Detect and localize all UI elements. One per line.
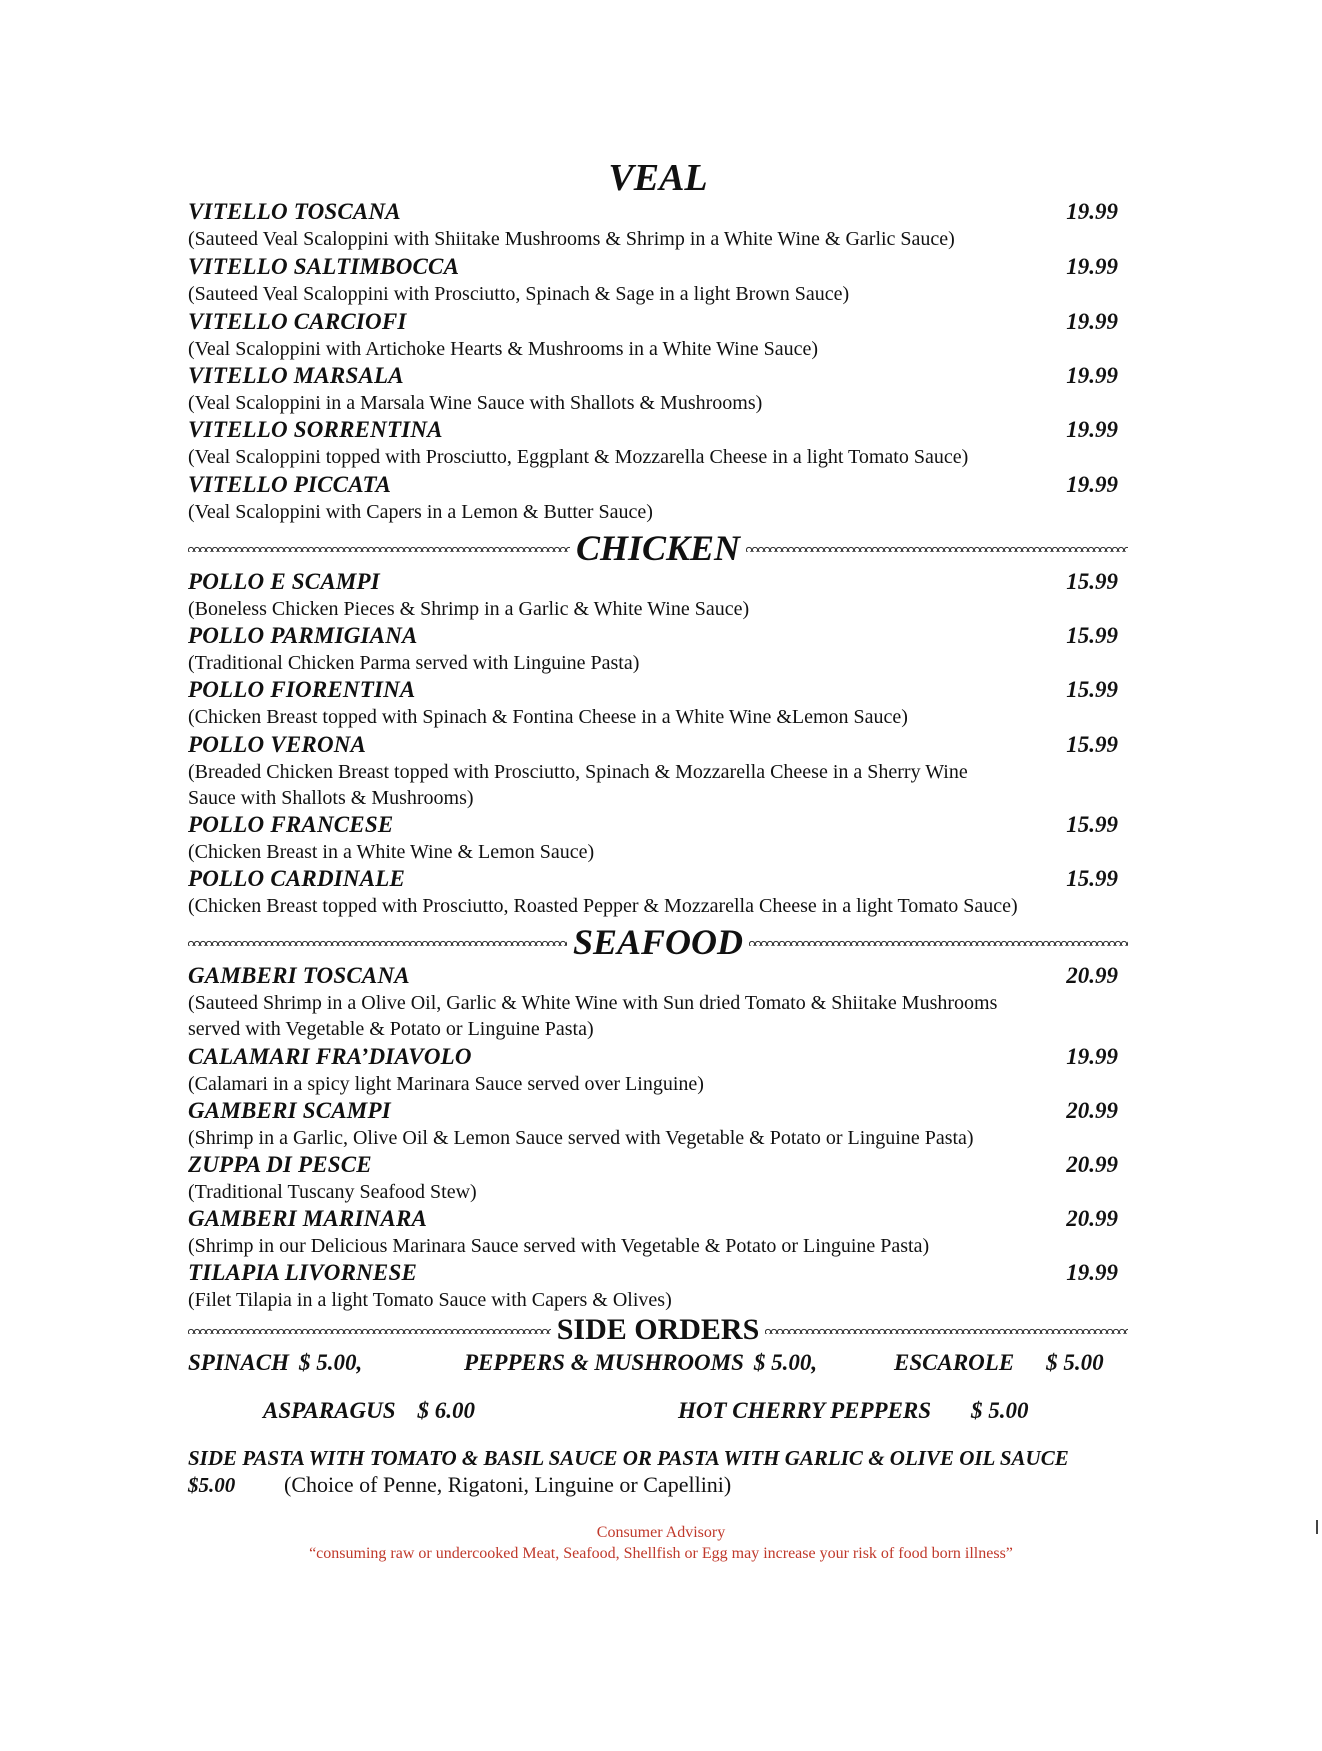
menu-item [188, 1043, 1128, 1097]
item-price: 15.99 [1066, 732, 1118, 757]
item-price: 19.99 [1066, 199, 1118, 224]
item-description: (Chicken Breast topped with Spinach & Fontina Cheese in a White Wine &Lemon Sauce) [188, 706, 908, 728]
side-item [188, 1348, 362, 1378]
side-item [263, 1396, 475, 1426]
item-name: VITELLO CARCIOFI [188, 309, 407, 334]
item-price: 19.99 [1066, 254, 1118, 279]
chicken-section-header [188, 528, 1128, 568]
item-description: (Veal Scaloppini topped with Prosciutto, Eggplant & Mozzarella Cheese in a light Tomato Sauce) [188, 446, 969, 468]
item-name: GAMBERI SCAMPI [188, 1098, 391, 1123]
veal-section-title: VEAL [608, 157, 708, 199]
advisory-title: Consumer Advisory [596, 1524, 726, 1541]
menu-item [188, 568, 1128, 622]
wavy-rule-right [746, 544, 1128, 552]
item-description: (Sauteed Veal Scaloppini with Shiitake Mushrooms & Shrimp in a White Wine & Garlic Sauce) [188, 228, 955, 250]
item-name: VITELLO PICCATA [188, 472, 392, 497]
menu-item [188, 308, 1128, 362]
side-pasta-line [188, 1472, 1128, 1498]
item-description: (Calamari in a spicy light Marinara Sauce served over Linguine) [188, 1073, 704, 1095]
consumer-advisory [0, 1522, 1322, 1564]
item-price: 19.99 [1066, 363, 1118, 388]
wavy-rule-right [765, 1326, 1128, 1334]
item-name: ZUPPA DI PESCE [188, 1152, 372, 1177]
item-description: (Filet Tilapia in a light Tomato Sauce with Capers & Olives) [188, 1289, 672, 1311]
item-price: 19.99 [1066, 309, 1118, 334]
item-name: POLLO VERONA [188, 732, 367, 757]
menu-item [188, 253, 1128, 307]
item-description: (Shrimp in a Garlic, Olive Oil & Lemon Sauce served with Vegetable & Potato or Linguine Pasta) [188, 1127, 974, 1149]
item-name: VITELLO TOSCANA [188, 199, 401, 224]
menu-item [188, 1151, 1128, 1205]
item-description: (Chicken Breast in a White Wine & Lemon Sauce) [188, 841, 595, 863]
item-price: 19.99 [1066, 1260, 1118, 1285]
menu-item [188, 471, 1128, 525]
item-price: 19.99 [1066, 472, 1118, 497]
item-name: GAMBERI MARINARA [188, 1206, 428, 1231]
side-price: $ 5.00, [298, 1350, 363, 1375]
menu-item [188, 198, 1128, 252]
item-price: 20.99 [1066, 1152, 1118, 1177]
side-pasta-note: (Choice of Penne, Rigatoni, Linguine or Capellini) [284, 1472, 732, 1497]
item-price: 15.99 [1066, 623, 1118, 648]
item-description: (Veal Scaloppini with Capers in a Lemon & Butter Sauce) [188, 501, 653, 523]
side-item [894, 1348, 1104, 1378]
side-price: $ 6.00 [417, 1398, 476, 1423]
item-name: GAMBERI TOSCANA [188, 963, 410, 988]
item-description: (Sauteed Veal Scaloppini with Prosciutto, Spinach & Sage in a light Brown Sauce) [188, 283, 850, 305]
item-name: POLLO CARDINALE [188, 866, 406, 891]
side-pasta-price: $5.00 [188, 1473, 236, 1497]
item-description: (Traditional Chicken Parma served with Linguine Pasta) [188, 652, 640, 674]
item-price: 15.99 [1066, 866, 1118, 891]
side-pasta-title: SIDE PASTA WITH TOMATO & BASIL SAUCE OR PASTA WITH GARLIC & OLIVE OIL SAUCE [188, 1446, 1069, 1470]
item-description: (Shrimp in our Delicious Marinara Sauce served with Vegetable & Potato or Linguine Pasta) [188, 1235, 930, 1257]
advisory-text: “consuming raw or undercooked Meat, Seafood, Shellfish or Egg may increase your risk of food born illness” [309, 1545, 1013, 1562]
item-name: POLLO E SCAMPI [188, 569, 380, 594]
item-description: (Veal Scaloppini in a Marsala Wine Sauce with Shallots & Mushrooms) [188, 392, 763, 414]
menu-item [188, 865, 1128, 919]
side-item [464, 1348, 817, 1378]
item-price: 19.99 [1066, 1044, 1118, 1069]
menu-item [188, 962, 1128, 1042]
menu-item [188, 676, 1128, 730]
item-description: (Boneless Chicken Pieces & Shrimp in a Garlic & White Wine Sauce) [188, 598, 750, 620]
item-price: 20.99 [1066, 1206, 1118, 1231]
wavy-rule-left [188, 544, 570, 552]
item-name: VITELLO SORRENTINA [188, 417, 443, 442]
seafood-section-header [188, 922, 1128, 962]
scan-edge-mark [1316, 1520, 1318, 1534]
item-description: (Sauteed Shrimp in a Olive Oil, Garlic & White Wine with Sun dried Tomato & Shiitake Mushrooms served with Vegetable & Potato or Linguine Pasta) [188, 992, 998, 1040]
item-name: VITELLO MARSALA [188, 363, 404, 388]
item-description: (Chicken Breast topped with Prosciutto, Roasted Pepper & Mozzarella Cheese in a light Tomato Sauce) [188, 895, 1018, 917]
item-name: POLLO FRANCESE [188, 812, 394, 837]
menu-item [188, 1205, 1128, 1259]
chicken-section-title: CHICKEN [575, 528, 741, 568]
side-name: ASPARAGUS [263, 1398, 396, 1423]
side-price: $ 5.00 [1046, 1350, 1104, 1375]
menu-item [188, 416, 1128, 470]
menu-item [188, 811, 1128, 865]
side-name: SPINACH [188, 1350, 289, 1375]
menu-item [188, 362, 1128, 416]
item-description: (Breaded Chicken Breast topped with Prosciutto, Spinach & Mozzarella Cheese in a Sherry Wine Sauce with Shallots & Mushrooms) [188, 761, 968, 809]
item-price: 19.99 [1066, 417, 1118, 442]
item-description: (Traditional Tuscany Seafood Stew) [188, 1181, 477, 1203]
side-price: $ 5.00, [753, 1350, 818, 1375]
item-name: TILAPIA LIVORNESE [188, 1260, 417, 1285]
item-price: 20.99 [1066, 1098, 1118, 1123]
item-name: POLLO FIORENTINA [188, 677, 416, 702]
item-price: 15.99 [1066, 812, 1118, 837]
item-price: 15.99 [1066, 569, 1118, 594]
item-description: (Veal Scaloppini with Artichoke Hearts & Mushrooms in a White Wine Sauce) [188, 338, 818, 360]
item-price: 20.99 [1066, 963, 1118, 988]
item-name: CALAMARI FRA’DIAVOLO [188, 1044, 472, 1069]
wavy-rule-left [188, 938, 567, 946]
item-name: POLLO PARMIGIANA [188, 623, 418, 648]
menu-item [188, 731, 1128, 811]
wavy-rule-left [188, 1326, 551, 1334]
item-price: 15.99 [1066, 677, 1118, 702]
side-pasta [188, 1444, 1128, 1498]
side-orders-section-title: SIDE ORDERS [556, 1313, 760, 1346]
side-name: HOT CHERRY PEPPERS [678, 1398, 932, 1423]
side-item [678, 1396, 1029, 1426]
menu-item [188, 1097, 1128, 1151]
wavy-rule-right [749, 938, 1128, 946]
side-price: $ 5.00 [971, 1398, 1029, 1423]
item-name: VITELLO SALTIMBOCCA [188, 254, 460, 279]
menu-item [188, 1259, 1128, 1313]
seafood-section-title: SEAFOOD [572, 922, 744, 962]
side-name: PEPPERS & MUSHROOMS [464, 1350, 744, 1375]
side-orders-section-header [188, 1310, 1128, 1350]
side-name: ESCAROLE [894, 1350, 1015, 1375]
menu-item [188, 622, 1128, 676]
